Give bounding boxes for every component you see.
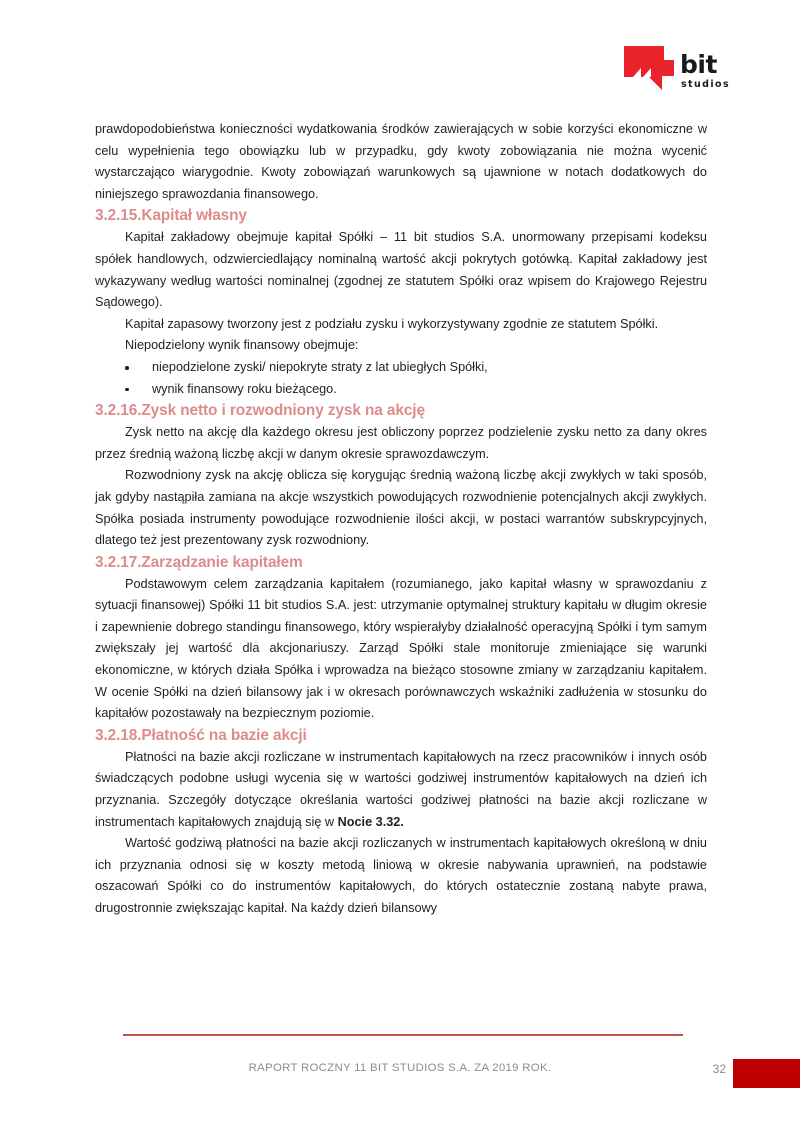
- paragraph-3-2-15-1: Kapitał zakładowy obejmuje kapitał Spółki – 11 bit studios S.A. unormowany przepisami kodeksu spółek handlowych, odzwierciedlający nominalną wartość akcji pokrytych gotówką. Kapitał zakładowy jest wykazywany według wartości nominalnej (zgodnej ze statutem Spółki oraz wpisem do Krajowego Rejestru Sądowego).: [95, 230, 707, 310]
- note-reference: Nocie 3.32.: [337, 814, 404, 829]
- paragraph-3-2-18-1: [95, 747, 707, 833]
- document-content: [95, 119, 707, 920]
- logo-wordmark: bit: [680, 50, 717, 79]
- bullet-dot-icon: [125, 388, 129, 392]
- section-heading-3-2-16: 3.2.16.Zysk netto i rozwodniony zysk na akcję: [95, 402, 425, 420]
- section-heading-3-2-15: 3.2.15.Kapitał własny: [95, 207, 247, 225]
- page-header: [624, 44, 744, 106]
- list-item-label: niepodzielone zyski/ niepokryte straty z lat ubiegłych Spółki,: [152, 359, 488, 374]
- paragraph-3-2-17-1: Podstawowym celem zarządzania kapitałem (rozumianego, jako kapitał własny w sprawozdaniu z sytuacji finansowej) Spółki 11 bit studios S.A. jest: utrzymanie optymalnej struktury kapitału w długim okresie i zapewnienie dobrego standingu finansowego, który wspierałyby działalność operacyjną Spółki i tym samym zwiększały jej wartość dla akcjonariuszy. Zarząd Spółki stale monitoruje zmieniające się warunki ekonomiczne, w których działa Spółka i wprowadza na bieżąco stosowne zmiany w zarządzaniu kapitałem. W ocenie Spółki na dzień bilansowy jak i w okresach porównawczych wskaźniki zadłużenia w stosunku do kapitałów pozostawały na bezpiecznym poziomie.: [95, 576, 707, 721]
- bullet-dot-icon: [125, 366, 129, 370]
- bullet-list-3-2-15: [95, 357, 707, 400]
- footer-report-title: RAPORT ROCZNY 11 BIT STUDIOS S.A. ZA 2019 ROK.: [248, 1062, 552, 1074]
- paragraph-3-2-16-2: Rozwodniony zysk na akcję oblicza się korygując średnią ważoną liczbę akcji zwykłych w taki sposób, jak gdyby nastąpiła zamiana na akcje wszystkich powodujących rozwodnienie potencjalnych akcji zwykłych. Spółka posiada instrumenty powodujące rozwodnienie ilości akcji, w postaci warrantów subskrypcyjnych, dlatego też jest prezentowany zysk rozwodniony.: [95, 468, 707, 548]
- eleven-bit-mark-icon: [624, 46, 674, 90]
- footer-divider: [123, 1034, 683, 1036]
- intro-paragraph: prawdopodobieństwa konieczności wydatkowania środków zawierających w sobie korzyści ekonomiczne w celu wypełnienia tego obowiązku lub w przypadku, gdy kwoty zobowiązania nie można wycenić wystarczająco wiarygodnie. Kwoty zobowiązań warunkowych są ujawnione w notach dodatkowych do niniejszego sprawozdania finansowego.: [95, 122, 707, 201]
- footer-red-block: [733, 1059, 800, 1088]
- paragraph-3-2-16-1: Zysk netto na akcję dla każdego okresu jest obliczony poprzez podzielenie zysku netto za dany okres przez średnią ważoną liczbę akcji w danym okresie sprawozdawczym.: [95, 425, 707, 461]
- paragraph-3-2-18-2: Wartość godziwą płatności na bazie akcji rozliczanych w instrumentach kapitałowych określoną w dniu ich przyznania odnosi się w koszty metodą liniową w okresie nabywania uprawnień, na podstawie oszacowań Spółki co do instrumentów kapitałowych, do których ostatecznie zostaną nabyte prawa, drugostronnie zwiększając kapitał. Na każdy dzień bilansowy: [95, 836, 707, 915]
- paragraph-lead-text: Płatności na bazie akcji rozliczane w instrumentach kapitałowych na rzecz pracowników i innych osób świadczących podobne usługi wycenia się w wartości godziwej instrumentów kapitałowych na dzień ich przyznania. Szczegóły dotyczące określania wartości godziwej płatności na bazie akcji rozliczane w instrumentach kapitałowych znajdują się w: [95, 749, 707, 829]
- company-logo: [624, 44, 742, 104]
- list-item: [95, 379, 707, 401]
- list-item: [95, 357, 707, 379]
- paragraph-3-2-15-2: Kapitał zapasowy tworzony jest z podziału zysku i wykorzystywany zgodnie ze statutem Spółki.: [125, 316, 659, 331]
- paragraph-3-2-15-3: Niepodzielony wynik finansowy obejmuje:: [125, 338, 359, 353]
- list-item-label: wynik finansowy roku bieżącego.: [152, 381, 337, 396]
- page-number: 32: [712, 1062, 726, 1076]
- section-heading-3-2-18: 3.2.18.Płatność na bazie akcji: [95, 726, 307, 744]
- section-heading-3-2-17: 3.2.17.Zarządzanie kapitałem: [95, 553, 303, 571]
- logo-subtitle: studios: [681, 79, 730, 90]
